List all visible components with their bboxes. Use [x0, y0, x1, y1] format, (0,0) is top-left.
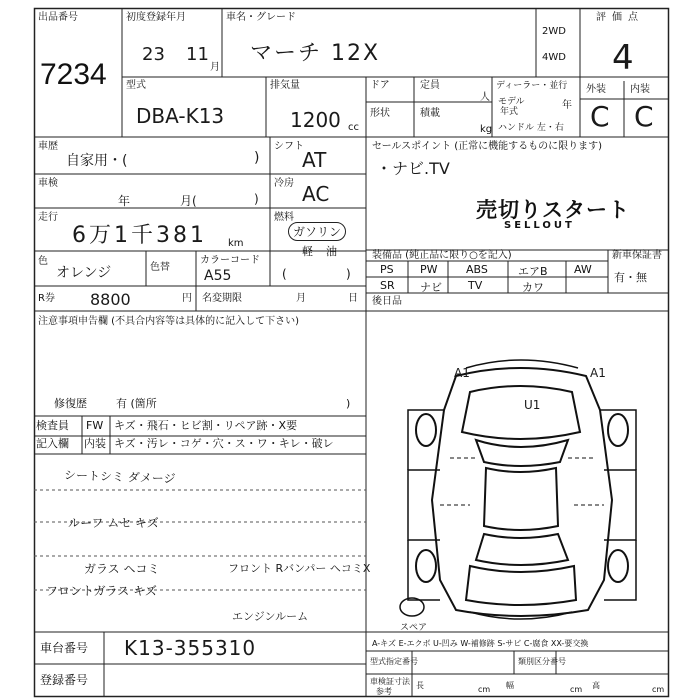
chassis-value: K13-355310 [124, 636, 257, 660]
registration-number-label: 登録番号 [40, 673, 89, 687]
ac-label: 冷房 [274, 178, 294, 189]
recycle-yen-unit: 円 [182, 293, 192, 304]
fuel-oil: 油 [326, 245, 337, 258]
fuel-light: 軽 [302, 245, 313, 258]
color-change-label: 色替 [150, 262, 170, 273]
history-label: 車歴 [38, 141, 58, 152]
equip-leather: カワ [522, 281, 544, 294]
registration-month-unit: 月 [210, 62, 220, 73]
lot-number-label: 出品番号 [38, 12, 78, 23]
model-year-label-2: 年式 [500, 107, 519, 117]
remark-line-6: エンジンルーム [232, 610, 309, 623]
damage-mark-front-left: A1 [454, 366, 470, 380]
equip-pw: PW [420, 263, 438, 276]
reference-label: 参考 [376, 687, 392, 696]
remark-line-1: シートシミ ダメージ [63, 468, 176, 486]
warranty-label: 新車保証書 [612, 250, 662, 261]
grade-label: 評価点 [596, 12, 644, 23]
length-unit: cm [478, 685, 491, 694]
mileage-label: 走行 [38, 212, 58, 223]
name-change-label: 名変期限 [202, 293, 242, 304]
load-label: 積載 [420, 108, 440, 119]
repair-history-label: 修復歴 [54, 397, 87, 410]
fuel-paren-open: ( [282, 267, 287, 281]
fuel-label: 燃料 [274, 212, 294, 223]
equip-sr: SR [380, 279, 395, 292]
class-number-label: 類別区分番号 [518, 657, 566, 666]
repair-history-value: 有 (箇所 [116, 397, 157, 410]
color-code-label: カラーコード [200, 255, 260, 266]
dealer-label: ディーラー・並行 [496, 81, 568, 91]
interior-check-text: キズ・汚レ・コゲ・穴・ス・ワ・キレ・破レ [114, 437, 334, 450]
exterior-grade: C [590, 100, 610, 133]
fw-label: FW [86, 419, 104, 432]
model-year-label-1: モデル [498, 97, 525, 107]
capacity-unit: 人 [480, 92, 490, 103]
mileage-unit: km [228, 238, 244, 249]
attachments-label: 後日品 [372, 296, 402, 307]
damage-mark-front-right: A1 [590, 366, 606, 380]
grade-value: 4 [612, 38, 634, 78]
ac-value: AC [302, 182, 330, 206]
shape-label: 形状 [370, 108, 390, 119]
spare-tire-label: スペア [400, 623, 428, 633]
sellout-stamp [474, 194, 638, 232]
type-number-label: 型式指定番号 [370, 657, 418, 666]
registration-month: 11 [186, 44, 209, 65]
equip-airbag: エアB [518, 265, 548, 278]
chassis-label: 車台番号 [40, 641, 89, 655]
exterior-label: 外装 [586, 84, 606, 95]
model-name: マーチ 12X [250, 41, 381, 66]
displacement-value: 1200 [290, 108, 341, 132]
interior-label: 内装 [630, 84, 650, 95]
drive-4wd-label: 4WD [542, 52, 566, 63]
damage-legend: A-キズ E-エクボ U-凹み W-補修跡 S-サビ C-腐食 XX-要交換 [372, 639, 589, 648]
inspection-year-unit: 年 [118, 194, 131, 208]
history-close: ) [254, 150, 260, 166]
first-registration-label: 初度登録年月 [126, 12, 186, 23]
handle-label: ハンドル 左・右 [498, 123, 564, 133]
car-damage-diagram [400, 360, 636, 619]
registration-year: 23 [142, 44, 165, 65]
width-unit: cm [570, 685, 583, 694]
displacement-label: 排気量 [270, 80, 300, 91]
sales-point-value: ・ナビ.TV [376, 159, 450, 178]
shift-label: シフト [274, 141, 304, 152]
recycle-label: R券 [38, 293, 55, 304]
fuel-value-wrap [288, 222, 346, 241]
interior-grade: C [634, 100, 654, 133]
inspector-label-2: 記入欄 [36, 437, 69, 450]
color-value: オレンジ [56, 265, 112, 281]
repair-history-close: ) [346, 397, 351, 410]
mileage-value: 6万1千381 [72, 223, 207, 248]
lot-number: 7234 [40, 58, 107, 91]
model-grade-label: 車名・グレード [226, 12, 296, 23]
sellout-stamp-main: 売切りスタート [476, 198, 630, 222]
equip-navi: ナビ [420, 281, 442, 294]
notes-label: 注意事項申告欄 (不具合内容等は具体的に記入して下さい) [38, 316, 299, 327]
remark-line-5: フロントガラス キズ [46, 584, 157, 598]
remark-line-3: フロント Rバンパー ヘコミX [228, 562, 371, 575]
equip-ps: PS [380, 263, 394, 276]
equip-tv: TV [468, 279, 483, 292]
sales-point-label: セールスポイント (正常に機能するものに限ります) [372, 141, 603, 152]
model-type-value: DBA-K13 [136, 104, 225, 128]
history-value: 自家用・( [66, 153, 128, 169]
remark-line-2: ルーフ ムセ キズ [68, 516, 159, 530]
inspection-close: ) [254, 192, 259, 206]
name-change-month-unit: 月 [296, 293, 306, 304]
dimensions-label: 車検証寸法 [370, 677, 410, 686]
interior-check-label: 内装 [84, 437, 106, 450]
fuel-value: ガソリン [288, 222, 346, 241]
fuel-paren-close: ) [346, 267, 351, 281]
warranty-value: 有・無 [614, 271, 647, 284]
name-change-day-unit: 日 [348, 293, 358, 304]
width-label: 幅 [506, 681, 514, 690]
displacement-unit: cc [348, 122, 359, 133]
drive-2wd-label: 2WD [542, 26, 566, 37]
remark-line-4: ガラス ヘコミ [84, 562, 160, 576]
load-unit: kg [480, 124, 493, 135]
capacity-label: 定員 [420, 80, 440, 91]
fw-text: キズ・飛石・ヒビ割・リペア跡・X要 [114, 419, 298, 432]
equip-aw: AW [574, 263, 592, 276]
equipment-label: 装備品 (純正品に限り○を記入) [372, 250, 512, 261]
inspection-month-unit: 月( [180, 194, 197, 208]
length-label: 長 [416, 681, 424, 690]
color-label: 色 [38, 256, 48, 267]
color-code-value: A55 [204, 268, 232, 284]
damage-mark-hood: U1 [524, 398, 541, 412]
inspector-label-1: 検査員 [36, 419, 69, 432]
inspection-label: 車検 [38, 178, 58, 189]
door-label: ドア [370, 80, 390, 91]
shift-value: AT [302, 148, 327, 172]
model-year-unit: 年 [562, 100, 572, 111]
height-label: 高 [592, 681, 600, 690]
model-type-label: 型式 [126, 80, 146, 91]
equip-abs: ABS [466, 263, 488, 276]
recycle-value: 8800 [90, 290, 131, 309]
sellout-stamp-sub: SELLOUT [504, 220, 575, 231]
height-unit: cm [652, 685, 665, 694]
